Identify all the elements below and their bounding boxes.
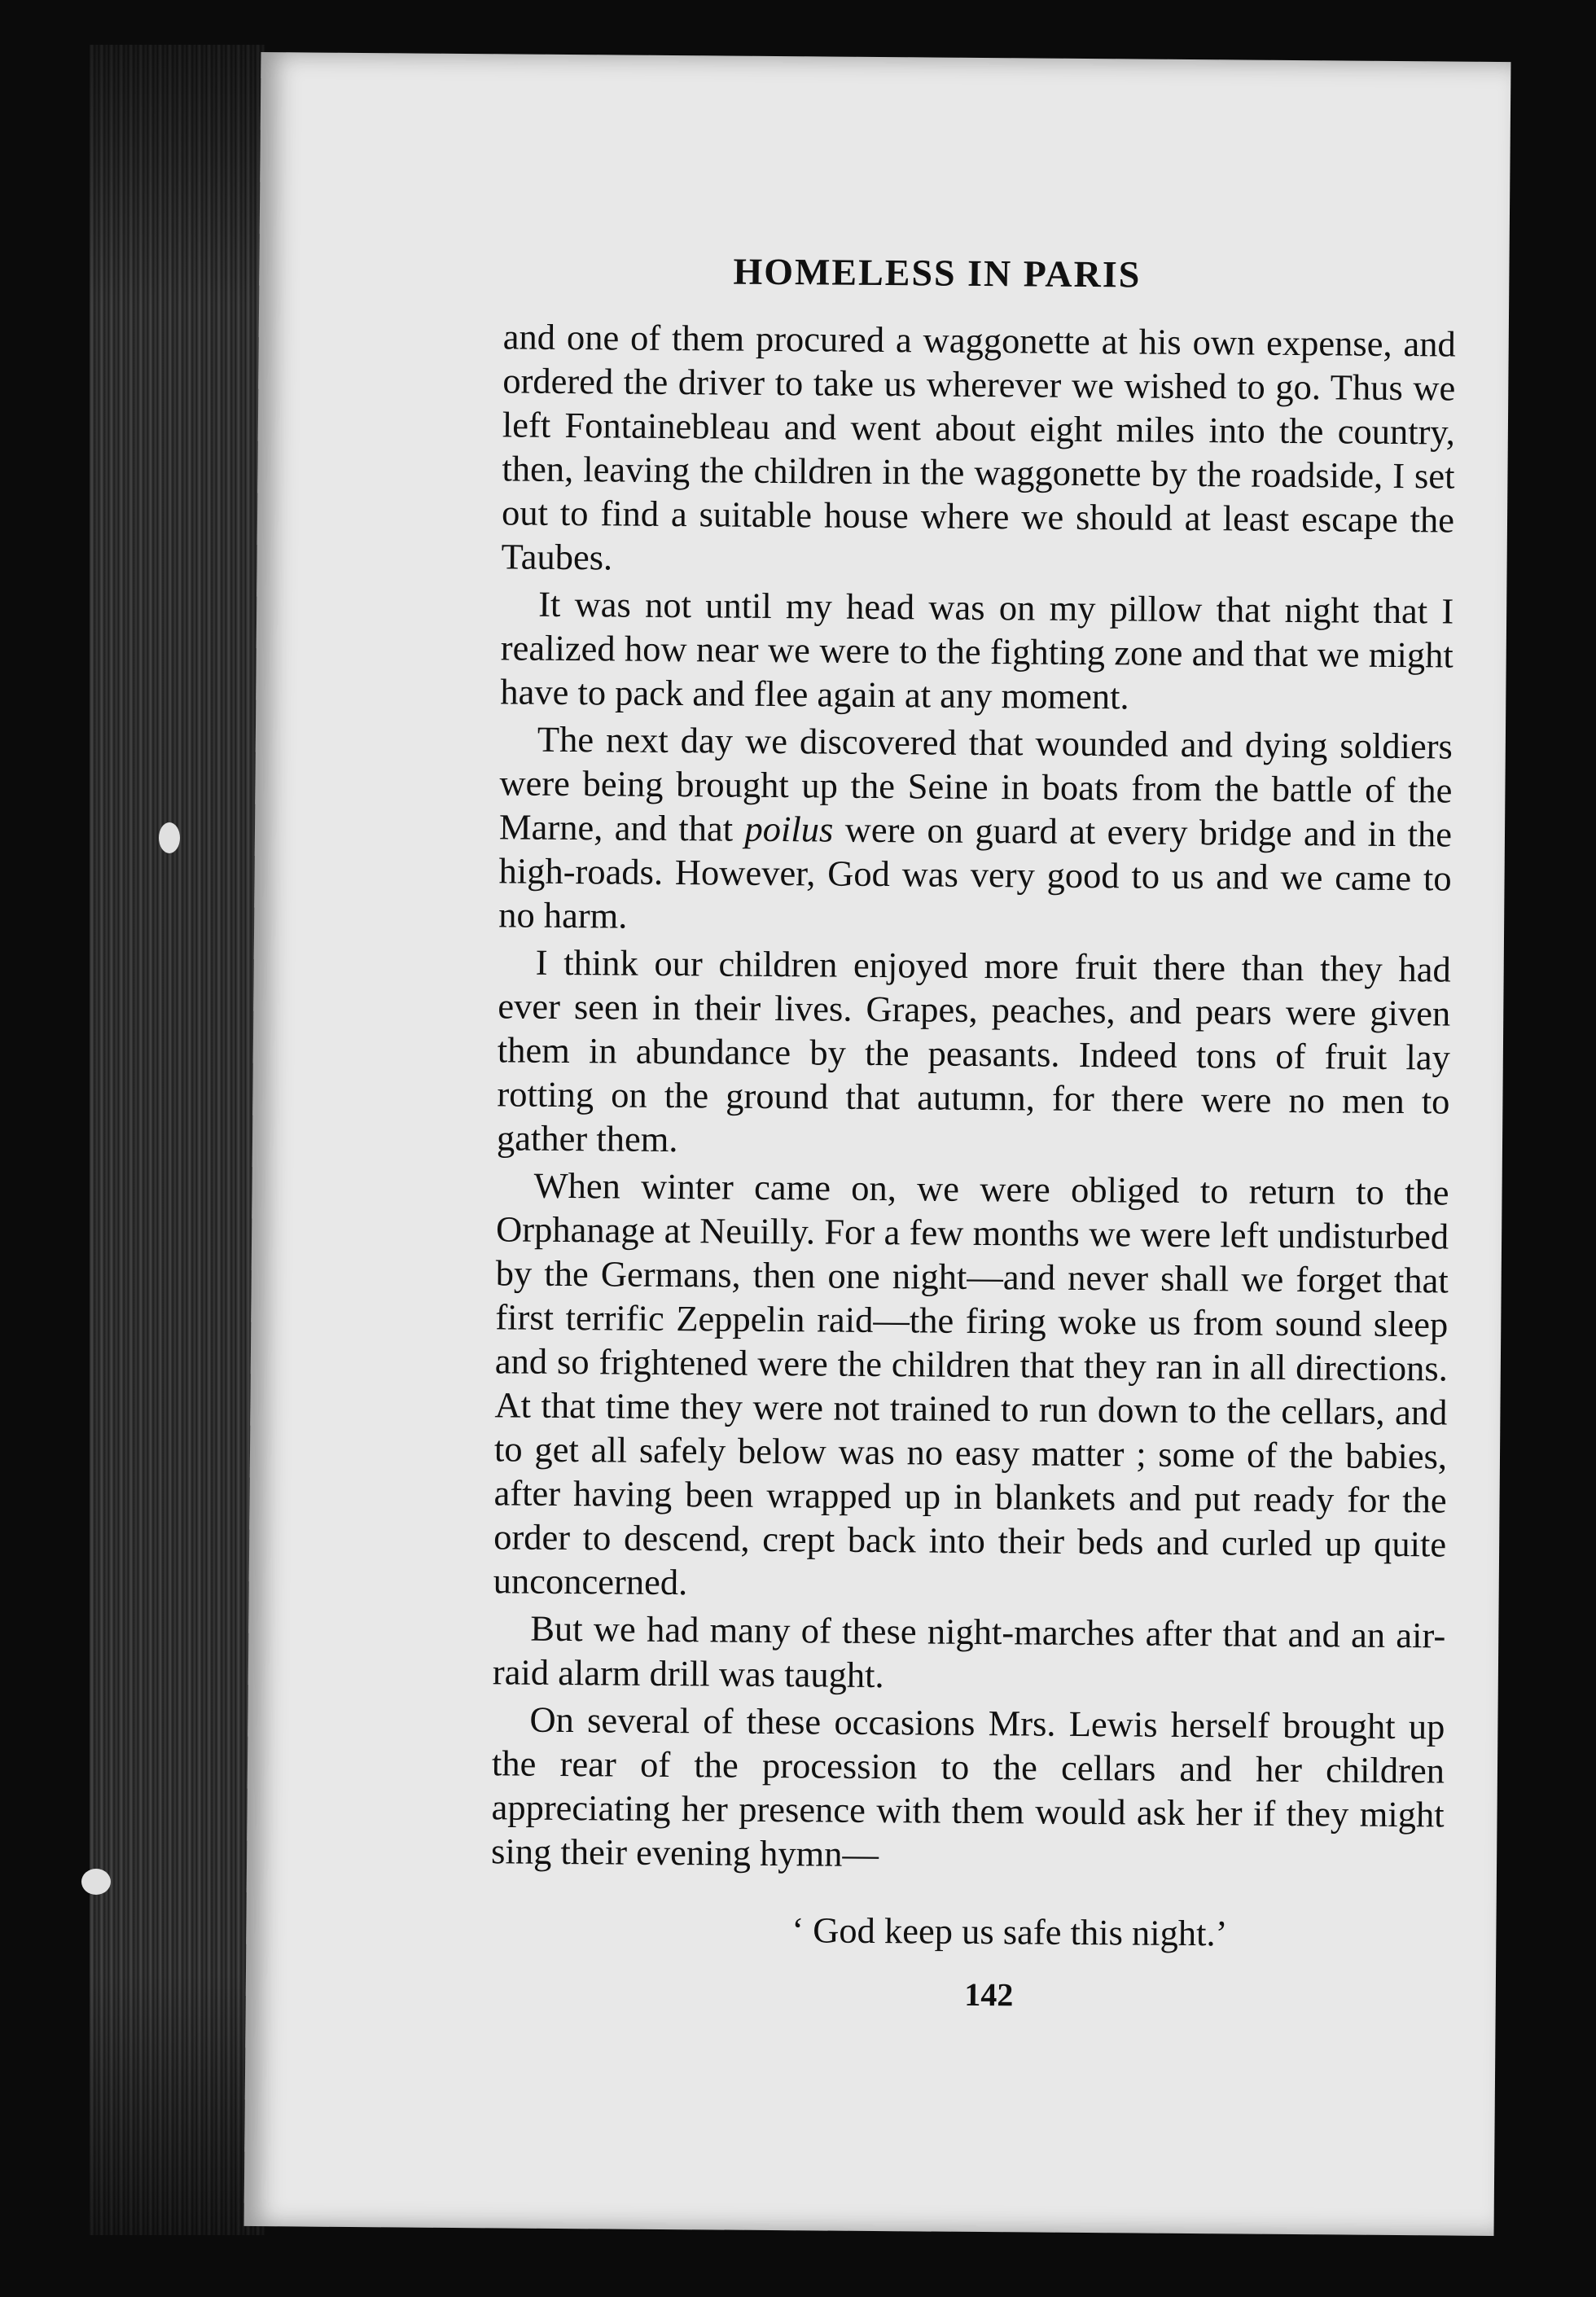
page-number: 142 — [964, 1975, 1014, 2014]
paragraph-text: But we had many of these night-marches after that and an air-raid alarm drill was taught. — [492, 1607, 1446, 1696]
paragraph-text: were on guard at every bridge and in the high-roads. However, God was very good to us and we came to no harm. — [498, 809, 1453, 936]
paragraph-text: and one of them procured a waggonette at his own expense, and ordered the driver to take us wherever we wished to go. Thus we left Fontainebleau and went about eight miles into the country, then, leaving the children in the waggonette by the roadside, I set out to find a suitable house where we should at least escape the Taubes. — [501, 316, 1456, 578]
running-head: HOMELESS IN PARIS — [733, 250, 1142, 296]
paragraph-text: I think our children enjoyed more fruit there than they had ever seen in their lives. Grapes, peaches, and pears were given them in abundance by the peasants. Indeed tons of fruit lay rotting on the ground that autumn, for there were no men to gather them. — [496, 941, 1451, 1160]
italic-word: poilus — [744, 808, 834, 850]
paragraph — [498, 717, 1453, 944]
paragraph — [497, 940, 1451, 1167]
paragraph — [493, 1163, 1449, 1610]
paper-speck — [81, 1869, 111, 1895]
paper-speck — [159, 822, 180, 853]
paragraph — [491, 1697, 1445, 1880]
paragraph-text: When winter came on, we were obliged to return to the Orphanage at Neuilly. For a few months we were left undisturbed by the Germans, then one night—and never shall we forget that first terrific Zeppelin raid—the firing woke us from sound sleep and so frightened were the children that they ran in all directions. At that time they were not trained to run down to the cellars, and to get all safely below was no easy matter ; some of the babies, after having been wrapped up in blankets and put ready for the order to descend, crept back into their beds and curled up quite unconcerned. — [493, 1164, 1449, 1603]
paragraph — [500, 581, 1454, 721]
paragraph — [501, 314, 1456, 585]
hymn-line: ‘ God keep us safe this night.’ — [791, 1909, 1228, 1954]
book-page — [244, 52, 1511, 2236]
paragraph-text: The next day we discovered that wounded and dying soldiers were being brought up the Seine in boats from the battle of the Marne, and that — [498, 718, 1454, 849]
paragraph-text: On several of these occasions Mrs. Lewis herself brought up the rear of the procession to the cellars and her children appreciating her presence with them would ask her if they might sing their evening hymn— — [490, 1699, 1445, 1875]
body-text — [491, 314, 1456, 1883]
book-spine-edge — [90, 45, 265, 2235]
paragraph-text: It was not until my head was on my pillow that night that I realized how near we were to the fighting zone and that we might have to pack and flee again at any moment. — [500, 583, 1454, 717]
paragraph — [493, 1606, 1446, 1701]
